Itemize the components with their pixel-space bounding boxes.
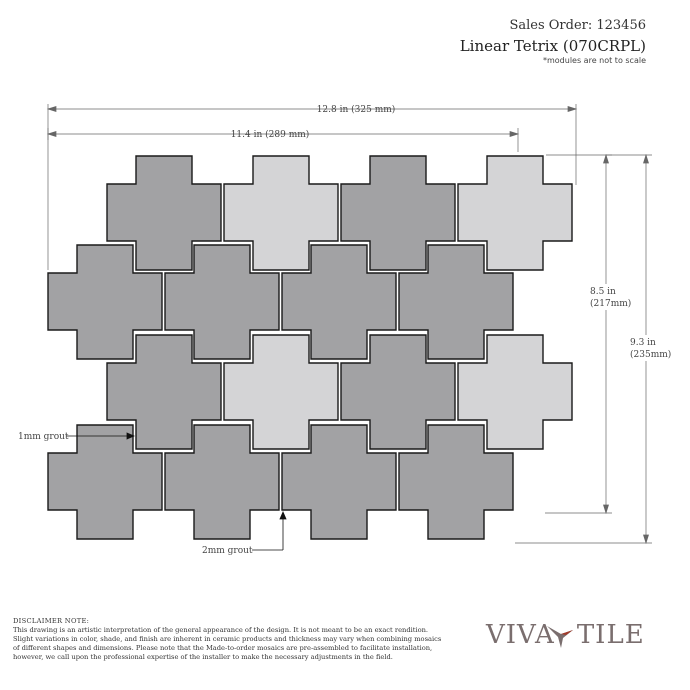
inner-width-label: 11.4 in (289 mm) (230, 130, 310, 140)
brand-left: VIVA (486, 620, 555, 650)
disclaimer-note (13, 617, 443, 662)
disclaimer-heading: DISCLAIMER NOTE: (13, 617, 90, 625)
inner-height-in: 8.5 in (590, 287, 616, 297)
product-title: Linear Tetrix (070CRPL) (459, 37, 646, 55)
overall-width-label: 12.8 in (325 mm) (316, 105, 396, 115)
brand-right: TILE (576, 620, 645, 650)
overall-height-in: 9.3 in (630, 338, 656, 348)
sales-order: Sales Order: 123456 (509, 18, 646, 33)
grout-1mm-label: 1mm grout (18, 432, 69, 442)
scale-note: *modules are not to scale (542, 56, 646, 65)
disclaimer-body: This drawing is an artistic interpretation of the general appearance of the design. It is not meant to be an exact rendition. Slight variations in color, shade, and finish are inherent in ceramic products and thickness may vary when combining mosaics of different shapes and dimensions. Please note that the Made-to-order mosaics are pre-assembled to facilitate installation, however, we call upon the professional expertise of the installer to make the necessary adjustments in the field. (13, 626, 442, 661)
grout-2mm-label: 2mm grout (202, 546, 253, 556)
grout-2mm-callout (252, 512, 286, 550)
bird-logo-icon (545, 620, 575, 650)
overall-height-mm: (235mm) (630, 350, 672, 360)
inner-height-mm: (217mm) (590, 299, 632, 309)
tile-grid (48, 156, 572, 539)
